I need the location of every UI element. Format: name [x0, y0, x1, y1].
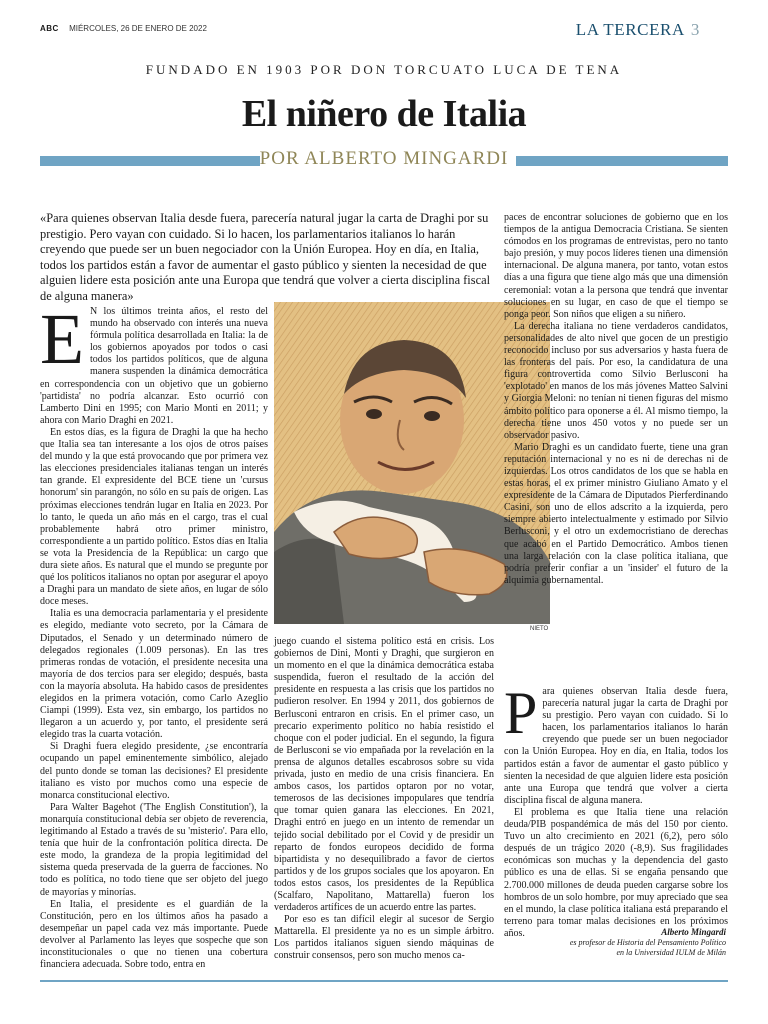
column-3: paces de encontrar soluciones de gobierno que en los tiempos de la antigua Democracia Cristiana. Se sienten cómodos en los programas de entrevistas, pero no tanto bajo presión, y muy pocos líderes tienen una dimensión internacional. De alguna manera, por tanto, votan estos días a una figura que tiene algo más que una dimensión ceremonial: votan a la persona que tendrá que inventar soluciones en su lugar, en caso de que el tiempo se ponga peor. Son niños que eligen a su niñero. La derecha italiana no tiene verdaderos candidatos, personalidades de alto nivel que gocen de un prestigio reconocido incluso por sus adversarios y hasta fuera de las fronteras del país. Por eso, la candidatura de una figura controvertida como Silvio Berlusconi ha 'explotado' en manos de los más jóvenes Matteo Salvini y Giorgia Meloni: no tenían ni tienen figuras del mismo ámbito político para oponerse a él. Al mismo tiempo, la derecha tiene unos 450 votos y no puede ser un observador pasivo. Mario Draghi es un candidato fuerte, tiene una gran reputación internacional y no es ni de derechas ni de izquierdas. Los otros candidatos de los que se habla en estas horas, el ex primer ministro Giuliano Amato y el expresidente de la Cámara de Diputados Pierferdinando Casini, son uno de ellos adscrito a la izquierda, pero siempre abierto intelectualmente y estimado por Silvio Berlusconi, y el otro un exdemocristiano de derechas que acabó en el Partido Democrático. Ambos tienen una larga relación con la clase política italiana, que podría preferir confiar a un 'insider' el futuro de la alquimia gubernamental. — [504, 212, 728, 586]
author-name: MINGARDI — [403, 148, 509, 169]
illustration-credit: NIETO — [530, 626, 549, 632]
column-1: E N los últimos treinta años, el resto del mundo ha observado con interés una nueva fórmula política desarrollada en Italia: la de los gobiernos apoyados por todos o casi todos los partidos políticos, que de alguna manera suspenden la dinámica democrática en correspondencia con un objetivo que un gobierno 'partidista' no podría alcanzar. Esto ocurrió con Lamberto Dini en 1995; con Mario Monti en 2011; y ahora con Mario Draghi en 2021. En estos días, es la figura de Draghi la que ha hecho que Italia sea tan interesante a los ojos de otros países del mundo y la que está provocando que por primera vez las elecciones presidenciales italianas tengan un interés tan grande. El expresidente del BCE tiene un 'cursus honorum' sin parangón, no sólo en su país de origen. Las próximas elecciones tendrán lugar en Italia en 2023. Por lo tanto, le queda un año más en el cargo, tras el cual probablemente habrá otro primer ministro, correspondiente a un partido político. Estos días en Italia se vota la Presidencia de la República: un cargo que dura siete años. Es natural que el mundo se pregunte por qué los políticos italianos no optan por asegurar el apoyo a Draghi para un mandato de siete años, en lugar de sólo doce meses. Italia es una democracia parlamentaria y el presidente es elegido, mediante voto secreto, por la Cámara de Diputados, el Senado y un determinado número de delegados regionales (1.009 personas). En las tres primeras rondas de votación, el presidente necesita una mayoría de dos tercios para ser elegido; después, basta con la mayoría absoluta. Ha habido casos de presidentes elegidos en la primera votación, como Carlo Azeglio Ciampi (1999). Esta vez, sin embargo, los partidos no llegaron a un acuerdo y, por tanto, el presidente será elegido tras la cuarta votación. Si Draghi fuera elegido presidente, ¿se encontraría ocupando un papel eminentemente simbólico, alejado del punto donde se toman las decisiones? El presidente italiano es visto por muchos como una especie de monarca constitucional electivo. Para Walter Bagehot ('The English Constitution'), la monarquía constitucional debía ser objeto de reverencia, legitimando al Estado a través de su 'misterio'. Para ello, tenía que huir de la confrontación política directa. De este modo, la grandeza de la propia legitimidad del sistema queda preservada de la guerra de facciones. No todo es política, no todo tiene que ser objeto del juego de mayorías y minorías. En Italia, el presidente es el guardián de la Constitución, pero en los últimos años ha pasado a desempeñar un papel cada vez más importante. Puede devolver al Parlamento las leyes que sospeche que son inconstitucionales o que no tienen una cobertura financiera adecuada. Sobre todo, entra en — [40, 299, 269, 971]
signature-line-2: en la Universidad IULM de Milán — [616, 948, 726, 957]
page-number: 3 — [690, 20, 700, 39]
signature-name: Alberto Mingardi — [661, 927, 726, 937]
drop-cap: E — [40, 299, 84, 379]
brand-logo: ABC — [40, 24, 59, 33]
section-title: LA TERCERA 3 — [575, 20, 700, 39]
top-bar — [40, 20, 728, 42]
drop-cap-p: P — [504, 680, 538, 746]
byline: POR ALBERTO MINGARDI — [259, 148, 509, 169]
column-2: juego cuando el sistema político está en crisis. Los gobiernos de Dini, Monti y Draghi, que surgieron en un momento en el que la dinámica democrática estaba suspendida, fueron el resultado de la acción del presidente en respuesta a las crisis que los partidos no pudieron resolver. En 1994 y 2011, dos gobiernos de Berlusconi entraron en crisis. En el primer caso, un precario experimento político no había resistido el choque con el poder judicial. En el segundo, la figura de Berlusconi se vio empañada por la revelación en la prensa de algunos detalles escabrosos sobre su vida privada, justo en medio de una crisis financiera. En ambos casos, los partidos optaron por no votar, temerosos de las decisiones impopulares que tendría que tomar quien ganara las elecciones. En 2021, Draghi entró en juego en un intento de remendar un tejido social debilitado por el Covid y de presidir un reparto de fondos europeos decidido de forma bipartidista y no desequilibrado a favor de ciertos partidos y de los grupos sociales que los apoyaron. En todos estos casos, los presidentes de la República (Scalfaro, Napolitano, Mattarella) fueron los verdaderos artífices de un acuerdo entre las partes. Por eso es tan difícil elegir al sucesor de Sergio Mattarella. El presidente ya no es un simple árbitro. Los partidos italianos siguen siendo máquinas de construir consensos, pero son mucho menos ca- — [274, 636, 494, 962]
signature-line-1: es profesor de Historia del Pensamiento Político — [569, 937, 726, 947]
author-signature — [520, 927, 726, 959]
bottom-rule — [40, 980, 728, 982]
issue-date: MIÉRCOLES, 26 DE ENERO DE 2022 — [69, 24, 207, 33]
column-3-continued: Para quienes observan Italia desde fuera, parecería natural jugar la carta de Draghi por su prestigio. Pero vayan con cuidado. Si lo hacen, los parlamentarios italianos lo harán creyendo que puede ser un buen negociador con la Unión Europea. Hoy en día, en Italia, todos los partidos están a favor de aumentar el gasto público y sienten la necesidad de que alguien lidere esta posición ante una Europa que tendrá que volver a cierta disciplina fiscal de alguna manera. El problema es que Italia tiene una relación deuda/PIB pospandémica de más del 150 por ciento. Tuvo un alto crecimiento en 2021 (6,2), pero sólo después de un trágico 2020 (-8,9). Sus fragilidades económicas son muchas y la dependencia del gasto público es una de ellas. Si se engaña pensando que 2.700.000 millones de deuda pueden cargarse sobre los hombros de un solo hombre, por muy apreciado que sea en el mundo, la clase política italiana está preparando el terreno para tomar malas decisiones en los próximos años. — [504, 680, 728, 939]
pull-quote: «Para quienes observan Italia desde fuera, parecería natural jugar la carta de Draghi por su prestigio. Pero vayan con cuidado. Si lo hacen, los parlamentarios italianos lo harán creyendo que puede ser un buen negociador con la Unión Europea. Hoy en día, en Italia, todos los partidos están a favor de aumentar el gasto público y sienten la necesidad de que alguien lidere esta posición ante una Europa que tendrá que volver a cierta disciplina fiscal de alguna manera» — [40, 211, 491, 303]
masthead-motto: FUNDADO EN 1903 POR DON TORCUATO LUCA DE TENA — [145, 62, 623, 77]
headline: El niñero de Italia — [241, 93, 527, 135]
